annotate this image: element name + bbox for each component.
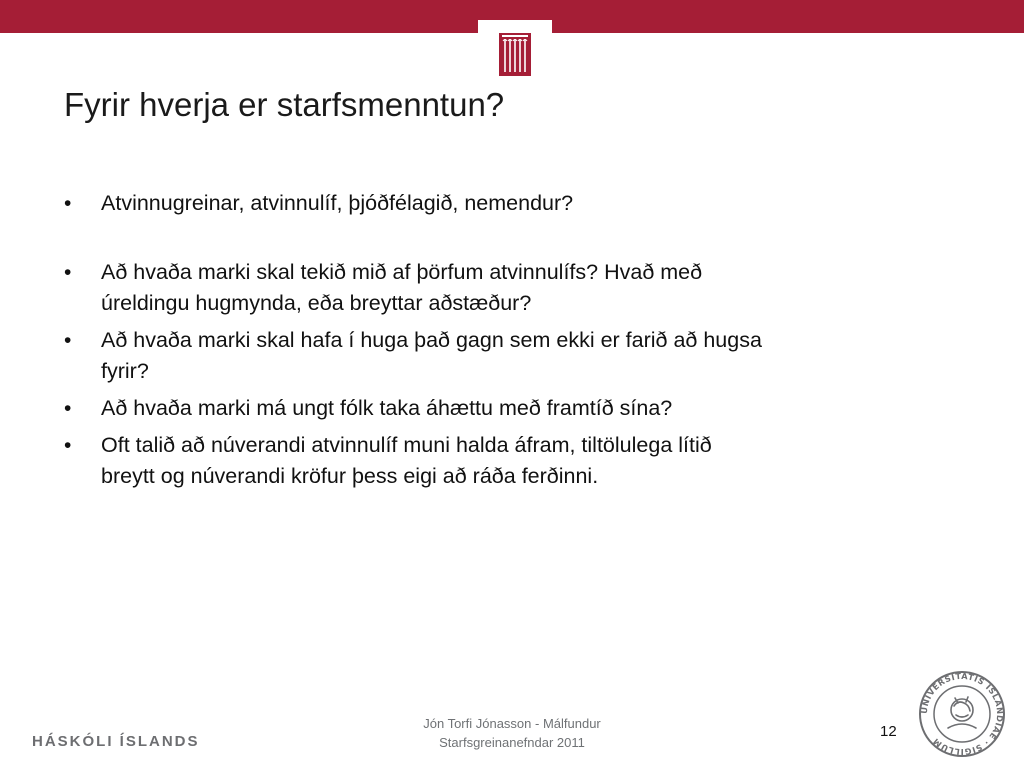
- bullet-text: Atvinnugreinar, atvinnulíf, þjóðfélagið, nemendur?: [101, 191, 574, 215]
- bullet-text-continued: breytt og núverandi kröfur þess eigi að ráða ferðinni.: [101, 464, 599, 488]
- footer-line: Jón Torfi Jónasson - Málfundur: [423, 716, 601, 731]
- bullet-marker: •: [64, 261, 72, 284]
- bullet-text-continued: fyrir?: [101, 359, 149, 383]
- bullet-marker: •: [64, 397, 72, 420]
- bullet-text-continued: úreldingu hugmynda, eða breyttar aðstæður?: [101, 291, 532, 315]
- slide-title: Fyrir hverja er starfsmenntun?: [64, 86, 505, 123]
- footer-line: Starfsgreinanefndar 2011: [439, 735, 585, 750]
- bullet-item: [64, 188, 914, 219]
- bullet-item: [64, 325, 914, 387]
- svg-text:UNIVERSITATIS ISLANDIAE · SIGI: UNIVERSITATIS ISLANDIAE · SIGILLUM: [918, 670, 1006, 758]
- footer-credit: [362, 714, 662, 752]
- bullet-text: Að hvaða marki skal tekið mið af þörfum atvinnulífs? Hvað með: [101, 260, 703, 284]
- bullet-item: [64, 257, 914, 319]
- university-seal-icon: [918, 670, 1006, 758]
- bullet-text: Að hvaða marki má ungt fólk taka áhættu með framtíð sína?: [101, 396, 673, 420]
- university-columns-logo-icon: [478, 20, 552, 76]
- bullet-marker: •: [64, 434, 72, 457]
- page-number: 12: [880, 723, 897, 740]
- bullet-item: [64, 393, 914, 424]
- bullet-item: [64, 430, 914, 492]
- university-wordmark: HÁSKÓLI ÍSLANDS: [32, 733, 200, 750]
- bullet-marker: •: [64, 192, 72, 215]
- bullet-text: Að hvaða marki skal hafa í huga það gagn sem ekki er farið að hugsa: [101, 328, 762, 352]
- bullet-text: Oft talið að núverandi atvinnulíf muni halda áfram, tiltölulega lítið: [101, 433, 712, 457]
- bullet-marker: •: [64, 329, 72, 352]
- bullet-list: [64, 188, 914, 492]
